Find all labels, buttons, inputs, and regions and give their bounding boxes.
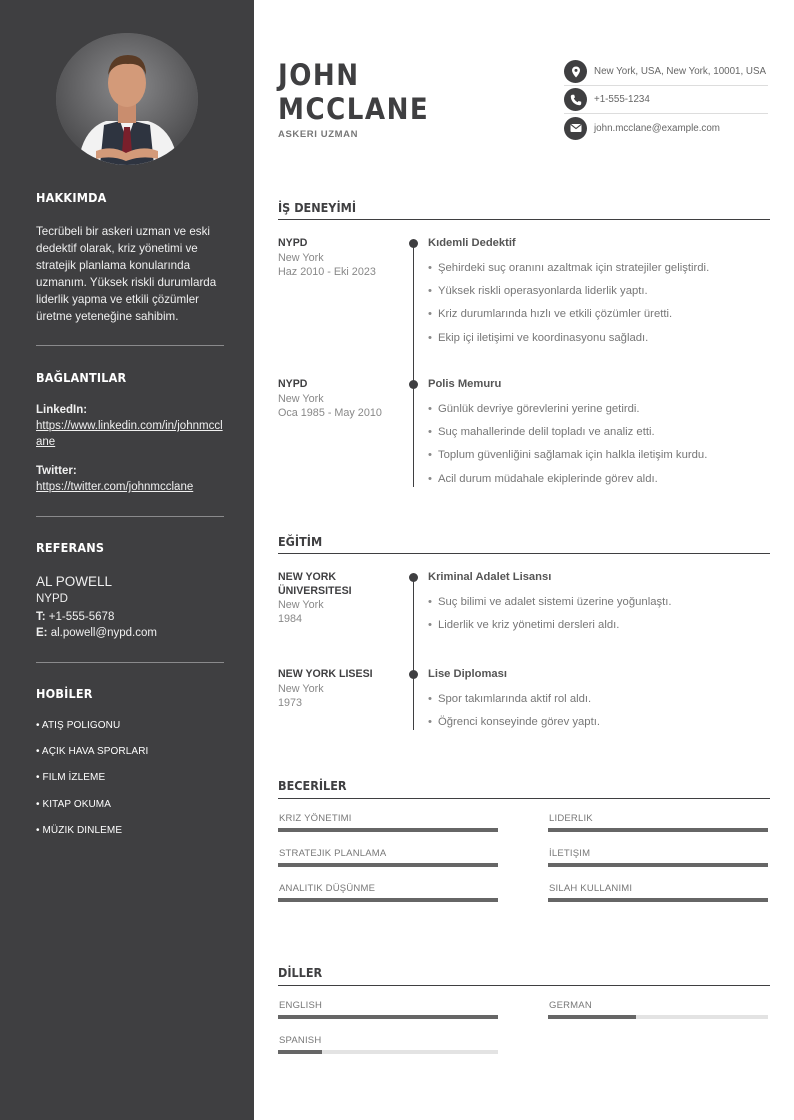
hobby-item: • MÜZIK DINLEME (36, 825, 123, 836)
location-pin-icon (564, 60, 587, 83)
experience-role: Kıdemli Dedektif (428, 237, 516, 249)
skill-label: LIDERLIK (549, 813, 593, 824)
skill-label: SILAH KULLANIMI (549, 883, 633, 894)
bullet-item: • Ekip içi iletişimi ve koordinasyonu sağladı. (428, 331, 768, 354)
bullet-item: • Yüksek riskli operasyonlarda liderlik yaptı. (428, 284, 768, 307)
experience-role: Polis Memuru (428, 378, 502, 390)
section-rule (278, 985, 770, 986)
links-heading: BAĞLANTILAR (36, 370, 127, 385)
experience-org: NYPD (278, 378, 308, 390)
skill-item (548, 813, 768, 832)
bullet-item: • Toplum güvenliğini sağlamak için halkla iletişim kurdu. (428, 448, 768, 471)
reference-phone-label: T: (36, 611, 46, 623)
timeline-dot (409, 573, 418, 582)
skill-label: İLETIŞIM (549, 848, 591, 859)
skill-bar (278, 898, 498, 902)
hobby-item: • AÇIK HAVA SPORLARI (36, 746, 149, 757)
education-meta (278, 571, 398, 626)
contact-address (564, 58, 768, 86)
education-org: ÜNIVERSITESI (278, 584, 352, 597)
skill-label: KRIZ YÖNETIMI (279, 813, 352, 824)
skill-bar-fill (548, 863, 768, 867)
email-text[interactable]: john.mcclane@example.com (594, 122, 720, 134)
skill-label: ANALITIK DÜŞÜNME (279, 883, 376, 894)
bullet-item: • Kriz durumlarında hızlı ve etkili çözümler üretti. (428, 307, 768, 330)
skill-bar-fill (278, 828, 498, 832)
experience-heading: İŞ DENEYİMİ (278, 200, 357, 215)
hobby-item: • FILM İZLEME (36, 772, 106, 783)
reference-email-label: E: (36, 627, 48, 639)
skill-item (278, 848, 498, 867)
timeline-line (413, 577, 414, 730)
about-heading: HAKKIMDA (36, 190, 107, 205)
sidebar-divider (36, 345, 224, 346)
education-year: 1973 (278, 696, 303, 709)
skill-item (548, 883, 768, 902)
skill-bar-fill (548, 898, 768, 902)
language-bar-fill (278, 1050, 322, 1054)
skill-label: STRATEJIK PLANLAMA (279, 848, 387, 859)
language-bar-fill (278, 1015, 498, 1019)
reference-email-value: al.powell@nypd.com (50, 627, 157, 639)
language-label: GERMAN (549, 1000, 592, 1011)
experience-location: New York (278, 251, 324, 264)
education-degree: Lise Diploması (428, 668, 507, 680)
reference-phone-value: +1-555-5678 (48, 611, 115, 623)
sidebar-divider (36, 516, 224, 517)
skill-bar (548, 828, 768, 832)
sidebar-divider (36, 662, 224, 663)
last-name: MCCLANE (278, 92, 430, 126)
reference-name: AL POWELL (36, 574, 113, 589)
skill-bar (548, 863, 768, 867)
experience-bullets (428, 261, 768, 354)
bullet-item: • Suç bilimi ve adalet sistemi üzerine yoğunlaştı. (428, 595, 768, 618)
education-degree: Kriminal Adalet Lisansı (428, 571, 552, 583)
bullet-item: • Suç mahallerinde delil topladı ve analiz etti. (428, 425, 768, 448)
language-bar (278, 1015, 498, 1019)
bullet-item: • Günlük devriye görevlerini yerine getirdi. (428, 402, 768, 425)
hobby-item: • KITAP OKUMA (36, 799, 112, 810)
linkedin-label: LinkedIn: (36, 404, 88, 416)
experience-dates: Haz 2010 - Eki 2023 (278, 265, 376, 278)
language-item (278, 1000, 498, 1019)
bullet-item: • Spor takımlarında aktif rol aldı. (428, 692, 768, 715)
experience-bullets (428, 402, 768, 495)
section-rule (278, 219, 770, 220)
bullet-item: • Liderlik ve kriz yönetimi dersleri aldı. (428, 618, 768, 641)
linkedin-link[interactable]: https://www.linkedin.com/in/johnmcclane (36, 420, 223, 448)
skill-item (278, 883, 498, 902)
language-label: SPANISH (279, 1035, 322, 1046)
twitter-link[interactable]: https://twitter.com/johnmcclane (36, 481, 194, 493)
education-bullets (428, 595, 768, 641)
language-bar (548, 1015, 768, 1019)
languages-heading: DİLLER (278, 965, 323, 980)
skill-bar (548, 898, 768, 902)
hobby-item: • ATIŞ POLIGONU (36, 720, 121, 731)
experience-meta (278, 378, 398, 420)
education-meta (278, 668, 398, 710)
phone-icon (564, 88, 587, 111)
bullet-item: • Acil durum müdahale ekiplerinde görev aldı. (428, 472, 768, 495)
hobbies-heading: HOBİLER (36, 686, 93, 701)
skill-bar-fill (278, 863, 498, 867)
linkedin-block (36, 402, 224, 450)
experience-dates: Oca 1985 - May 2010 (278, 406, 382, 419)
contact-phone (564, 86, 768, 114)
education-org: NEW YORK LISESI (278, 668, 373, 680)
timeline-dot (409, 670, 418, 679)
contact-email (564, 114, 768, 142)
skill-item (278, 813, 498, 832)
experience-meta (278, 237, 398, 279)
twitter-label: Twitter: (36, 465, 77, 477)
address-text: New York, USA, New York, 10001, USA (594, 66, 767, 77)
timeline-dot (409, 239, 418, 248)
first-name: JOHN (278, 58, 360, 92)
skill-bar (278, 828, 498, 832)
phone-text: +1-555-1234 (594, 94, 650, 105)
profile-photo (56, 33, 198, 165)
twitter-block (36, 463, 224, 496)
sidebar (0, 0, 254, 1120)
bullet-item: • Öğrenci konseyinde görev yaptı. (428, 715, 768, 738)
language-bar (278, 1050, 498, 1054)
skill-bar (278, 863, 498, 867)
skill-bar-fill (278, 898, 498, 902)
language-item (278, 1035, 498, 1054)
education-bullets (428, 692, 768, 738)
education-location: New York (278, 599, 324, 611)
reference-heading: REFERANS (36, 540, 105, 555)
skills-heading: BECERİLER (278, 778, 347, 793)
reference-org: NYPD (36, 593, 68, 605)
job-title: ASKERI UZMAN (278, 129, 359, 140)
language-label: ENGLISH (279, 1000, 323, 1011)
skill-bar-fill (548, 828, 768, 832)
section-rule (278, 553, 770, 554)
section-rule (278, 798, 770, 799)
education-location: New York (278, 682, 324, 695)
bullet-item: • Şehirdeki suç oranını azaltmak için stratejiler geliştirdi. (428, 261, 768, 284)
education-heading: EĞİTİM (278, 534, 323, 549)
experience-org: NYPD (278, 237, 308, 249)
timeline-line (413, 243, 414, 487)
education-org: NEW YORK (278, 571, 337, 583)
experience-location: New York (278, 392, 324, 405)
language-bar-fill (548, 1015, 636, 1019)
skill-item (548, 848, 768, 867)
language-item (548, 1000, 768, 1019)
about-text: Tecrübeli bir askeri uzman ve eski dedektif olarak, kriz yönetimi ve stratejik planlama konularında uzmanım. Yüksek riskli durumlarda liderlik yapma ve etkili çözümler üretme yeteneğine sahibim. (36, 225, 217, 323)
envelope-icon (564, 117, 587, 140)
education-year: 1984 (278, 613, 303, 625)
reference-email (36, 625, 224, 642)
reference-phone (36, 609, 224, 626)
timeline-dot (409, 380, 418, 389)
